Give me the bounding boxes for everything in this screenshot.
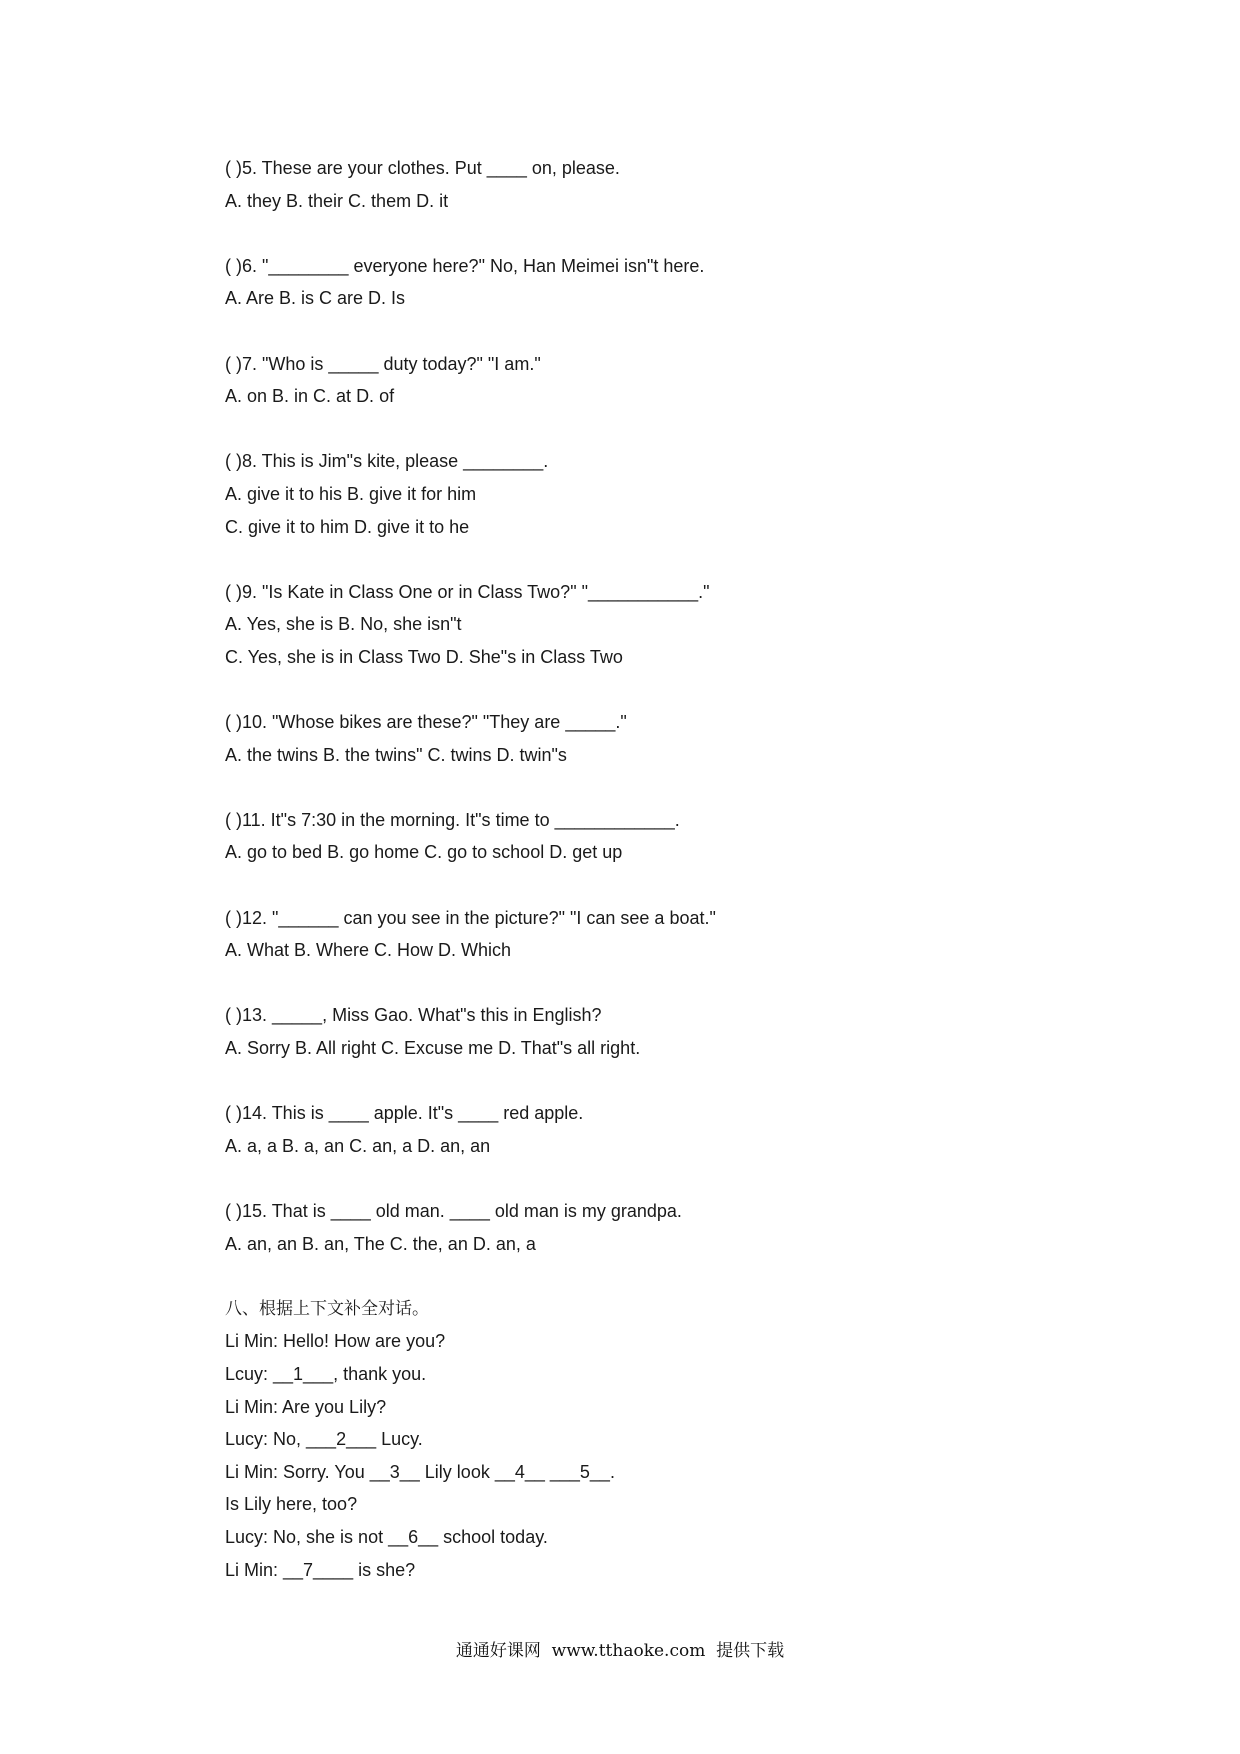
question-stem: ( )13. _____, Miss Gao. What"s this in English?: [225, 1005, 602, 1026]
dialogue-line: Li Min: Sorry. You __3__ Lily look __4__ ___5__.: [225, 1461, 615, 1482]
question-stem: ( )7. "Who is _____ duty today?" "I am.": [225, 353, 541, 374]
question-10: [225, 706, 1125, 771]
question-stem: ( )5. These are your clothes. Put ____ on, please.: [225, 158, 620, 178]
question-stem: ( )6. "________ everyone here?" No, Han Meimei isn"t here.: [225, 255, 705, 276]
question-options: C. Yes, she is in Class Two D. She"s in Class Two: [225, 646, 623, 667]
dialogue-line: Lcuy: __1___, thank you.: [225, 1363, 427, 1384]
question-5: [225, 152, 1125, 217]
question-options: A. an, an B. an, The C. the, an D. an, a: [225, 1233, 536, 1254]
question-options: A. go to bed B. go home C. go to school D. get up: [225, 842, 623, 863]
question-13: [225, 999, 1125, 1064]
dialogue-line: Li Min: Are you Lily?: [225, 1396, 387, 1417]
question-options: A. a, a B. a, an C. an, a D. an, an: [225, 1135, 491, 1156]
question-11: [225, 804, 1125, 869]
question-15: [225, 1195, 1125, 1260]
dialogue-line: Lucy: No, she is not __6__ school today.: [225, 1526, 548, 1547]
question-stem: ( )9. "Is Kate in Class One or in Class Two?" "___________.": [225, 581, 710, 602]
page-footer: 通通好课网 www.tthaoke.com 提供下载: [455, 1641, 785, 1661]
question-options: A. the twins B. the twins" C. twins D. twin"s: [225, 744, 567, 765]
dialogue-line: Li Min: Hello! How are you?: [225, 1331, 446, 1352]
question-options: A. What B. Where C. How D. Which: [225, 940, 512, 961]
question-7: [225, 348, 1125, 413]
question-stem: ( )14. This is ____ apple. It"s ____ red apple.: [225, 1103, 584, 1124]
section-8-dialogue: [225, 1293, 1125, 1586]
question-8: [225, 445, 1125, 543]
question-stem: ( )15. That is ____ old man. ____ old man is my grandpa.: [225, 1201, 682, 1221]
question-options: A. Sorry B. All right C. Excuse me D. That"s all right.: [225, 1038, 641, 1059]
question-stem: ( )10. "Whose bikes are these?" "They are _____.": [225, 712, 627, 733]
question-options: A. they B. their C. them D. it: [225, 190, 449, 211]
question-options: A. Are B. is C are D. Is: [225, 288, 406, 309]
dialogue-line: Is Lily here, too?: [225, 1494, 358, 1515]
dialogue-line: Li Min: __7____ is she?: [225, 1559, 416, 1580]
question-stem: ( )12. "______ can you see in the picture?" "I can see a boat.": [225, 907, 716, 928]
question-stem: ( )8. This is Jim"s kite, please ________.: [225, 451, 549, 472]
question-12: [225, 902, 1125, 967]
worksheet-content: [225, 152, 1125, 1586]
question-options: A. give it to his B. give it for him: [225, 483, 477, 504]
question-options: C. give it to him D. give it to he: [225, 516, 470, 537]
question-9: [225, 576, 1125, 674]
question-6: [225, 250, 1125, 315]
dialogue-line: Lucy: No, ___2___ Lucy.: [225, 1429, 423, 1450]
question-14: [225, 1097, 1125, 1162]
question-stem: ( )11. It"s 7:30 in the morning. It"s time to ____________.: [225, 809, 680, 830]
question-options: A. Yes, she is B. No, she isn"t: [225, 614, 462, 635]
section-title: 八、根据上下文补全对话。: [225, 1298, 429, 1319]
question-options: A. on B. in C. at D. of: [225, 386, 395, 407]
